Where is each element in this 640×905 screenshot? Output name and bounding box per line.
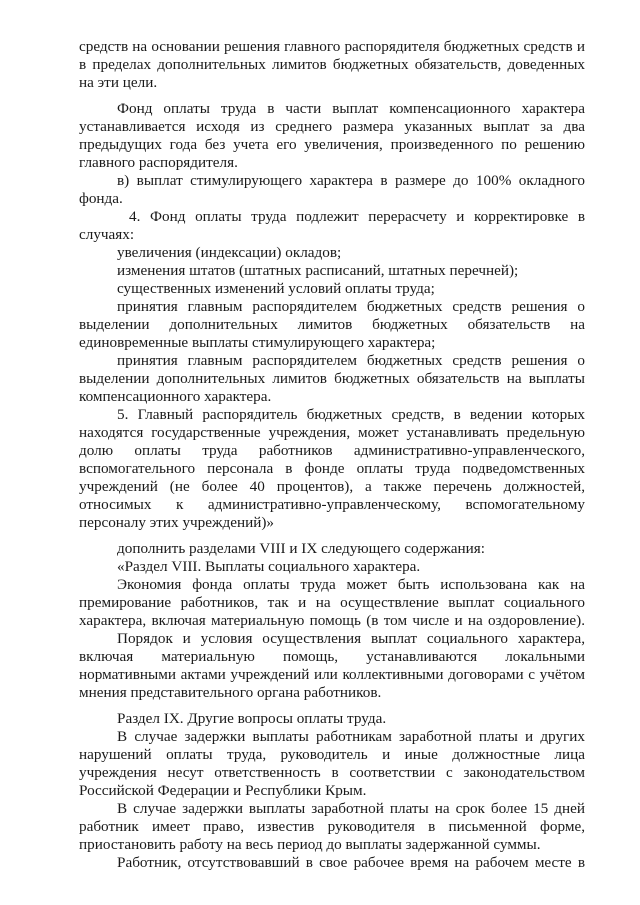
- text-line: характера, включая материальную помощь (в том числе и на оздоровление).: [79, 612, 585, 629]
- text-line: относимых к административно-управленческому, вспомогательному: [79, 496, 585, 513]
- text-line: Экономия фонда оплаты труда может быть использована как на: [117, 576, 585, 593]
- text-line: персоналу этих учреждений)»: [79, 514, 275, 531]
- text-line: компенсационного характера.: [79, 388, 272, 405]
- text-line: нарушений оплаты труда, руководитель и иные должностные лица: [79, 746, 585, 763]
- text-line: 4. Фонд оплаты труда подлежит перерасчету и корректировке в: [129, 208, 585, 225]
- text-line: находятся государственные учреждения, может устанавливать предельную: [79, 424, 585, 441]
- list-item: увеличения (индексации) окладов;: [117, 244, 342, 261]
- text-line: фонда.: [79, 190, 123, 207]
- text-line: долю оплаты труда работников административно-управленческого,: [79, 442, 585, 459]
- text-line: приостановить работу на весь период до выплаты задержанной суммы.: [79, 836, 541, 853]
- text-line: единовременные выплаты стимулирующего характера;: [79, 334, 436, 351]
- text-line: В случае задержки выплаты заработной платы на срок более 15 дней: [117, 800, 585, 817]
- text-line: 5. Главный распорядитель бюджетных средств, в ведении которых: [117, 406, 585, 423]
- text-line: в пределах дополнительных лимитов бюджетных обязательств, доведенных: [79, 56, 585, 73]
- list-item: изменения штатов (штатных расписаний, штатных перечней);: [117, 262, 519, 279]
- text-line: выделении дополнительных лимитов бюджетных обязательств на: [79, 316, 585, 333]
- text-line: учреждений (не более 40 процентов), а также перечень должностей,: [79, 478, 585, 495]
- text-line: на эти цели.: [79, 74, 158, 91]
- text-line: устанавливается исходя из среднего размера указанных выплат за два: [79, 118, 585, 135]
- text-line: В случае задержки выплаты работникам заработной платы и других: [117, 728, 585, 745]
- text-line: средств на основании решения главного распорядителя бюджетных средств и: [79, 38, 585, 55]
- text-line: выделении дополнительных лимитов бюджетных обязательств на выплаты: [79, 370, 585, 387]
- text-line: вспомогательного персонала в фонде оплаты труда подведомственных: [79, 460, 585, 477]
- text-line: Порядок и условия осуществления выплат социального характера,: [117, 630, 585, 647]
- text-line: работник имеет право, известив руководителя в письменной форме,: [79, 818, 585, 835]
- text-line: случаях:: [79, 226, 135, 243]
- text-line: Российской Федерации и Республики Крым.: [79, 782, 367, 799]
- text-line: в) выплат стимулирующего характера в размере до 100% окладного: [117, 172, 585, 189]
- text-line: Работник, отсутствовавший в свое рабочее время на рабочем месте в: [117, 854, 585, 871]
- text-line: Фонд оплаты труда в части выплат компенсационного характера: [117, 100, 585, 117]
- list-item: существенных изменений условий оплаты труда;: [117, 280, 435, 297]
- text-line: дополнить разделами VIII и IX следующего содержания:: [117, 540, 485, 557]
- text-line: премирование работников, так и на осуществление выплат социального: [79, 594, 585, 611]
- section-heading: Раздел IX. Другие вопросы оплаты труда.: [117, 710, 387, 727]
- text-line: мнения представительного органа работников.: [79, 684, 382, 701]
- list-item: принятия главным распорядителем бюджетных средств решения о: [117, 298, 585, 315]
- text-line: включая материальную помощь, устанавливаются локальными: [79, 648, 585, 665]
- text-line: предыдущих года без учета его увеличения, произведенного по решению: [79, 136, 585, 153]
- text-line: учреждения несут ответственность в соответствии с законодательством: [79, 764, 585, 781]
- section-heading: «Раздел VIII. Выплаты социального характера.: [117, 558, 421, 575]
- list-item: принятия главным распорядителем бюджетных средств решения о: [117, 352, 585, 369]
- text-line: главного распорядителя.: [79, 154, 238, 171]
- text-line: нормативными актами учреждений или коллективными договорами с учётом: [79, 666, 585, 683]
